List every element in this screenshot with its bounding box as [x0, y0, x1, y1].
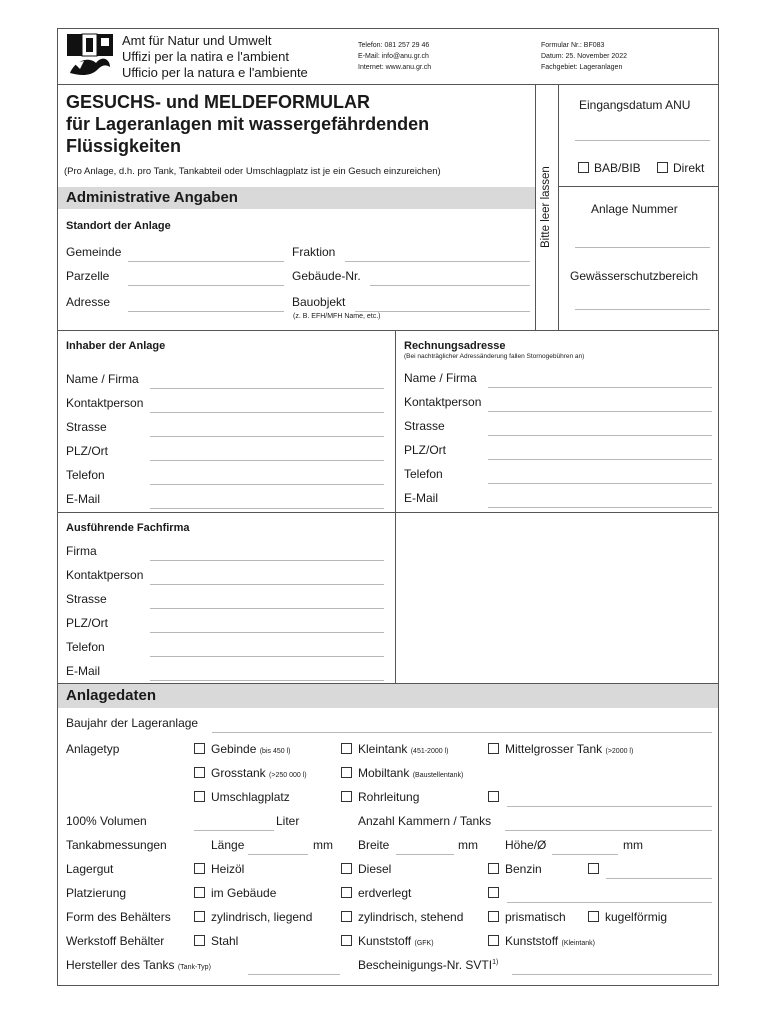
- stahl-checkbox[interactable]: [194, 935, 205, 946]
- zyl-stehend-label: zylindrisch, stehend: [358, 910, 464, 924]
- maker-field[interactable]: [248, 974, 340, 975]
- volume-field[interactable]: [194, 830, 274, 831]
- contact-email: E-Mail: info@anu.gr.ch: [358, 53, 429, 60]
- zyl-stehend-checkbox[interactable]: [341, 911, 352, 922]
- billing-field-2[interactable]: [488, 435, 712, 436]
- stahl-label: Stahl: [211, 934, 239, 948]
- type-other-checkbox[interactable]: [488, 791, 499, 802]
- laenge-label: Länge: [211, 838, 245, 852]
- billing-label-1: Kontaktperson: [404, 395, 482, 409]
- billing-field-3[interactable]: [488, 459, 712, 460]
- owner-field-2[interactable]: [150, 436, 384, 437]
- owner-heading: Inhaber der Anlage: [66, 340, 166, 352]
- divider: [558, 186, 719, 187]
- form-date: Datum: 25. November 2022: [541, 53, 627, 60]
- im-gebaeude-checkbox[interactable]: [194, 887, 205, 898]
- kugel-label: kugelförmig: [605, 910, 668, 924]
- owner-field-5[interactable]: [150, 508, 384, 509]
- kugel-checkbox[interactable]: [588, 911, 599, 922]
- bauobjekt-label: Bauobjekt: [292, 295, 346, 309]
- direct-label: Direkt: [673, 161, 705, 175]
- bauobjekt-hint: (z. B. EFH/MFH Name, etc.): [293, 313, 381, 320]
- gross-hint: (>250 000 l): [269, 772, 307, 779]
- kleintank-hint: (451-2000 l): [410, 748, 449, 755]
- kleintank-label: Kleintank (451-2000 l): [358, 742, 449, 756]
- hoehe-field[interactable]: [552, 854, 618, 855]
- billing-label-5: E-Mail: [404, 491, 439, 505]
- billing-field-4[interactable]: [488, 483, 712, 484]
- mobil-hint: (Baustellentank): [412, 772, 464, 779]
- fraktion-field[interactable]: [345, 261, 530, 262]
- office-name-it: Uffizi per la natira e l'ambient: [122, 49, 289, 64]
- material-label: Werkstoff Behälter: [66, 934, 165, 948]
- benzin-label: Benzin: [505, 862, 542, 876]
- umschlag-label: Umschlagplatz: [211, 790, 290, 804]
- kunststoff-klein-label: Kunststoff (Kleintank): [505, 934, 595, 948]
- direct-checkbox[interactable]: [657, 162, 668, 173]
- maker-label: Hersteller des Tanks (Tank-Typ): [66, 958, 211, 972]
- mittel-hint: (>2000 l): [605, 748, 634, 755]
- divider: [558, 84, 559, 330]
- breite-unit: mm: [458, 838, 478, 852]
- diesel-checkbox[interactable]: [341, 863, 352, 874]
- owner-label-3: PLZ/Ort: [66, 444, 109, 458]
- zyl-liegend-checkbox[interactable]: [194, 911, 205, 922]
- billing-field-0[interactable]: [488, 387, 712, 388]
- divider: [57, 84, 719, 85]
- billing-hint: (Bei nachträglicher Adressänderung fallen Stornogebühren an): [404, 353, 585, 360]
- kunststoff-gfk-hint: (GFK): [414, 940, 434, 947]
- received-date-field[interactable]: [575, 140, 710, 141]
- placement-other-field[interactable]: [507, 902, 712, 903]
- prismatisch-label: prismatisch: [505, 910, 566, 924]
- contractor-label-2: Strasse: [66, 592, 107, 606]
- hoehe-label: Höhe/Ø: [505, 838, 547, 852]
- owner-field-3[interactable]: [150, 460, 384, 461]
- maker-hint: (Tank-Typ): [177, 964, 211, 971]
- contractor-label-0: Firma: [66, 544, 97, 558]
- parzelle-label: Parzelle: [66, 269, 110, 283]
- hoehe-unit: mm: [623, 838, 643, 852]
- billing-label-3: PLZ/Ort: [404, 443, 447, 457]
- contractor-field-1[interactable]: [150, 584, 384, 585]
- office-name-rm: Ufficio per la natura e l'ambiente: [122, 65, 308, 80]
- zyl-liegend-label: zylindrisch, liegend: [211, 910, 313, 924]
- kunststoff-gfk-label: Kunststoff (GFK): [358, 934, 434, 948]
- bauobjekt-field[interactable]: [355, 311, 530, 312]
- received-date-label: Eingangsdatum ANU: [579, 98, 691, 112]
- breite-field[interactable]: [396, 854, 454, 855]
- type-other-field[interactable]: [507, 806, 712, 807]
- dims-label: Tankabmessungen: [66, 838, 167, 852]
- plant-number-label: Anlage Nummer: [591, 202, 678, 216]
- contractor-field-3[interactable]: [150, 632, 384, 633]
- owner-field-1[interactable]: [150, 412, 384, 413]
- billing-label-4: Telefon: [404, 467, 443, 481]
- erdverlegt-label: erdverlegt: [358, 886, 412, 900]
- mobil-checkbox[interactable]: [341, 767, 352, 778]
- volume-label: 100% Volumen: [66, 814, 147, 828]
- contractor-label-1: Kontaktperson: [66, 568, 144, 582]
- chambers-field[interactable]: [505, 830, 712, 831]
- contractor-field-0[interactable]: [150, 560, 384, 561]
- diesel-label: Diesel: [358, 862, 392, 876]
- gemeinde-label: Gemeinde: [66, 245, 122, 259]
- im-gebaeude-label: im Gebäude: [211, 886, 277, 900]
- contractor-label-3: PLZ/Ort: [66, 616, 109, 630]
- form-label: Form des Behälters: [66, 910, 171, 924]
- owner-label-1: Kontaktperson: [66, 396, 144, 410]
- gross-checkbox[interactable]: [194, 767, 205, 778]
- prismatisch-checkbox[interactable]: [488, 911, 499, 922]
- liter-label: Liter: [276, 814, 300, 828]
- water-protection-field[interactable]: [575, 309, 710, 310]
- mittel-label: Mittelgrosser Tank (>2000 l): [505, 742, 634, 756]
- heizoel-checkbox[interactable]: [194, 863, 205, 874]
- form-title-line1: GESUCHS- und MELDEFORMULAR: [66, 92, 370, 112]
- divider: [57, 512, 719, 513]
- year-field[interactable]: [212, 732, 712, 733]
- billing-field-1[interactable]: [488, 411, 712, 412]
- contractor-heading: Ausführende Fachfirma: [66, 522, 190, 534]
- divider: [57, 330, 719, 331]
- fraktion-label: Fraktion: [292, 245, 336, 259]
- adresse-field[interactable]: [128, 311, 284, 312]
- kleintank-checkbox[interactable]: [341, 743, 352, 754]
- location-heading: Standort der Anlage: [66, 220, 171, 232]
- contact-phone: Telefon: 081 257 29 46: [358, 42, 430, 49]
- adresse-label: Adresse: [66, 295, 111, 309]
- form-title-note: (Pro Anlage, d.h. pro Tank, Tankabteil oder Umschlagplatz ist je ein Gesuch einzureichen): [64, 166, 441, 177]
- lagergut-other-checkbox[interactable]: [588, 863, 599, 874]
- office-name-de: Amt für Natur und Umwelt: [122, 33, 272, 48]
- billing-label-2: Strasse: [404, 419, 445, 433]
- umschlag-checkbox[interactable]: [194, 791, 205, 802]
- rohr-label: Rohrleitung: [358, 790, 420, 804]
- lagergut-other-field[interactable]: [606, 878, 712, 879]
- rohr-checkbox[interactable]: [341, 791, 352, 802]
- cert-footnote: 1): [492, 959, 499, 966]
- contractor-label-5: E-Mail: [66, 664, 101, 678]
- gemeinde-field[interactable]: [128, 261, 284, 262]
- contractor-field-5[interactable]: [150, 680, 384, 681]
- owner-label-4: Telefon: [66, 468, 105, 482]
- year-label: Baujahr der Lageranlage: [66, 716, 199, 730]
- billing-label-0: Name / Firma: [404, 371, 477, 385]
- kunststoff-gfk-checkbox[interactable]: [341, 935, 352, 946]
- cert-field[interactable]: [512, 974, 712, 975]
- contractor-field-4[interactable]: [150, 656, 384, 657]
- contractor-field-2[interactable]: [150, 608, 384, 609]
- bab-checkbox[interactable]: [578, 162, 589, 173]
- parzelle-field[interactable]: [128, 285, 284, 286]
- lagergut-label: Lagergut: [66, 862, 114, 876]
- kunststoff-klein-checkbox[interactable]: [488, 935, 499, 946]
- water-protection-label: Gewässerschutzbereich: [570, 269, 699, 283]
- heizoel-label: Heizöl: [211, 862, 245, 876]
- form-field: Fachgebiet: Lageranlagen: [541, 64, 623, 71]
- mittel-checkbox[interactable]: [488, 743, 499, 754]
- owner-field-4[interactable]: [150, 484, 384, 485]
- form-title-line3: Flüssigkeiten: [66, 136, 182, 156]
- mobil-label: Mobiltank (Baustellentank): [358, 766, 464, 780]
- cert-label: Bescheinigungs-Nr. SVTI$^{1)}$: [358, 958, 499, 972]
- divider: [395, 330, 396, 683]
- billing-field-5[interactable]: [488, 507, 712, 508]
- plant-section-heading: Anlagedaten: [58, 684, 718, 708]
- owner-label-2: Strasse: [66, 420, 107, 434]
- kunststoff-klein-hint: (Kleintank): [561, 940, 595, 947]
- contact-internet: Internet: www.anu.gr.ch: [358, 64, 432, 71]
- gebaeude-field[interactable]: [370, 285, 530, 286]
- gebinde-checkbox[interactable]: [194, 743, 205, 754]
- bab-label: BAB/BIB: [594, 161, 641, 175]
- laenge-field[interactable]: [248, 854, 308, 855]
- owner-field-0[interactable]: [150, 388, 384, 389]
- gebinde-label: Gebinde (bis 450 l): [211, 742, 291, 756]
- contractor-label-4: Telefon: [66, 640, 105, 654]
- gebaeude-label: Gebäude-Nr.: [292, 269, 361, 283]
- admin-section-heading: Administrative Angaben: [58, 187, 535, 209]
- form-number: Formular Nr.: BF083: [541, 42, 605, 49]
- gebinde-hint: (bis 450 l): [259, 748, 291, 755]
- erdverlegt-checkbox[interactable]: [341, 887, 352, 898]
- gross-label: Grosstank (>250 000 l): [211, 766, 307, 780]
- chambers-label: Anzahl Kammern / Tanks: [358, 814, 492, 828]
- placement-label: Platzierung: [66, 886, 127, 900]
- office-use-label: Bitte leer lassen: [540, 166, 552, 248]
- type-label: Anlagetyp: [66, 742, 120, 756]
- divider: [535, 84, 536, 330]
- benzin-checkbox[interactable]: [488, 863, 499, 874]
- owner-label-5: E-Mail: [66, 492, 101, 506]
- form-title-line2: für Lageranlagen mit wassergefährdenden: [66, 114, 430, 134]
- breite-label: Breite: [358, 838, 390, 852]
- billing-heading: Rechnungsadresse: [404, 340, 506, 352]
- laenge-unit: mm: [313, 838, 333, 852]
- canton-logo: [66, 33, 114, 79]
- owner-label-0: Name / Firma: [66, 372, 139, 386]
- plant-number-field[interactable]: [575, 247, 710, 248]
- placement-other-checkbox[interactable]: [488, 887, 499, 898]
